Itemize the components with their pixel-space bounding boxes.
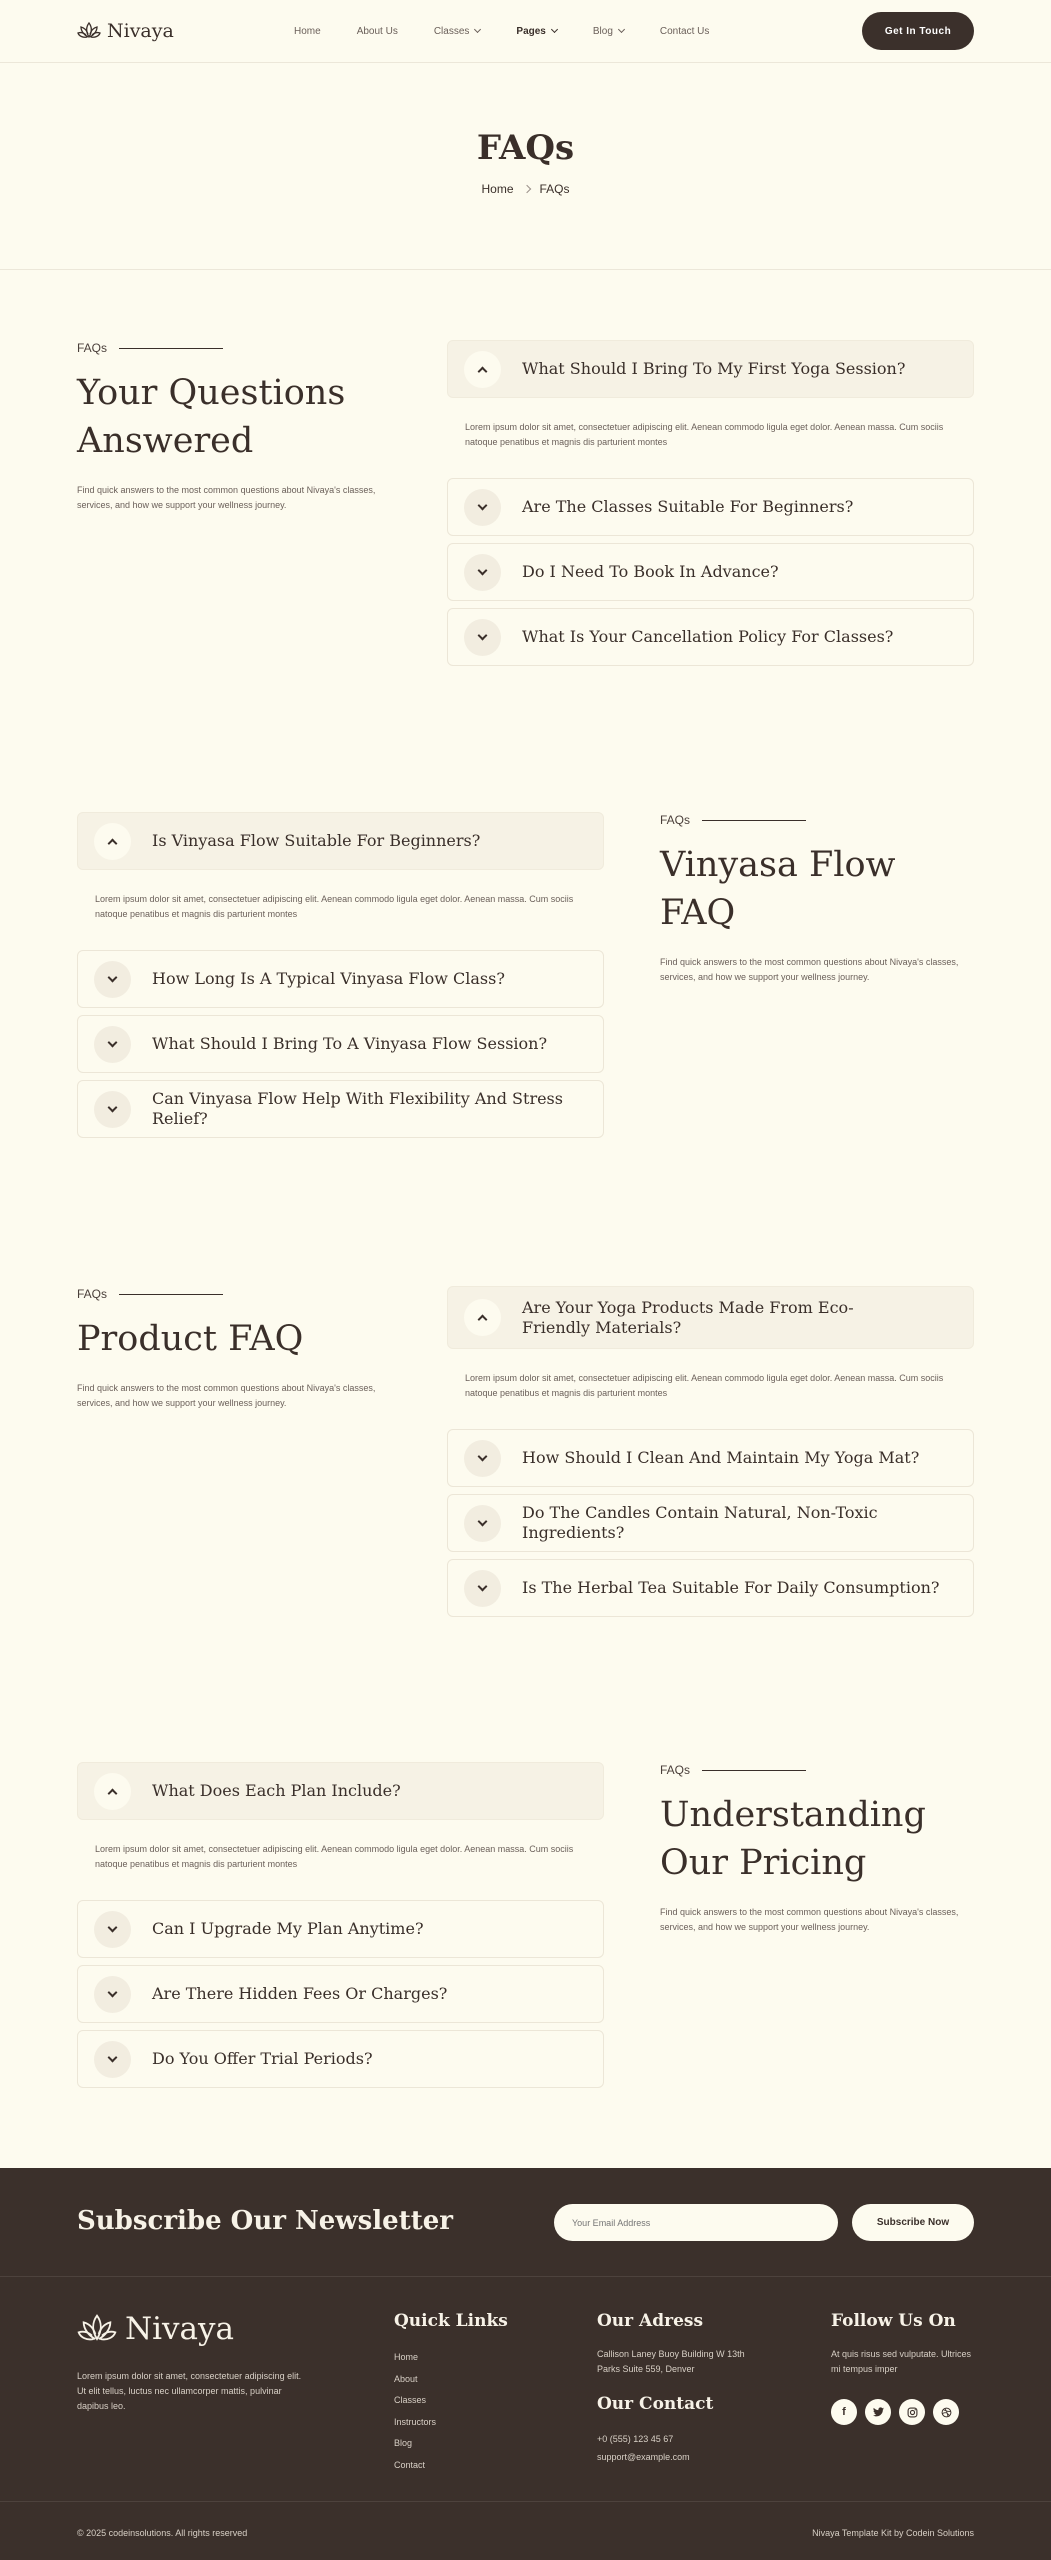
faq-question: How Should I Clean And Maintain My Yoga Mat? [522,1448,920,1467]
faq-accordion [77,1762,604,2095]
logo[interactable] [77,20,174,42]
nav-label: Blog [592,25,613,37]
chevron-down-icon [478,1581,488,1591]
chevron-down-icon [478,1451,488,1461]
toggle-button[interactable] [94,1976,131,2013]
section-intro [77,341,377,513]
newsletter-title: Subscribe Our Newsletter [77,2206,453,2236]
toggle-button[interactable] [464,1570,501,1607]
page-hero [0,63,1051,270]
site-header [0,0,1051,63]
footer-bottom-bar [0,2501,1051,2560]
chevron-down-icon [618,26,625,33]
twitter-icon[interactable] [865,2399,891,2425]
template-credit: Nivaya Template Kit by Codein Solutions [812,2528,974,2538]
nav-item-contact[interactable] [660,26,709,37]
logo-text: Nivaya [107,20,174,42]
faq-item[interactable] [77,1080,604,1138]
email-address[interactable]: support@example.com [597,2452,690,2462]
follow-title: Follow Us On [831,2311,956,2331]
faq-question: What Should I Bring To My First Yoga Session? [522,359,906,378]
faq-question: Can Vinyasa Flow Help With Flexibility And Stress Relief? [152,1089,563,1128]
chevron-down-icon [108,2052,118,2062]
chevron-down-icon [108,972,118,982]
faq-question: How Long Is A Typical Vinyasa Flow Class? [152,969,505,988]
social-links [831,2399,974,2425]
address-text: Callison Laney Buoy Building W 13th Parks Suite 559, Denver [597,2349,745,2374]
faq-answer: Lorem ipsum dolor sit amet, consectetuer adipiscing elit. Aenean commodo ligula eget dolor. Aenean massa. Cum sociis natoque penatibus et magnis dis parturient montes [465,422,944,447]
faq-question: Is The Herbal Tea Suitable For Daily Consumption? [522,1578,940,1597]
section-title: Your Questions Answered [77,373,346,461]
toggle-button[interactable] [464,1299,501,1336]
eyebrow-label: FAQs [77,1287,108,1301]
faq-question: Are The Classes Suitable For Beginners? [522,497,854,516]
nav-item-blog[interactable] [593,26,624,37]
section-title: Vinyasa Flow FAQ [660,845,896,933]
toggle-button[interactable] [94,823,131,860]
toggle-button[interactable] [94,961,131,998]
faq-question: Do You Offer Trial Periods? [152,2049,373,2068]
nav-item-pages[interactable] [516,26,556,37]
address-column [597,2311,747,2466]
faq-item[interactable] [447,1286,974,1349]
footer-link-contact[interactable]: Contact [394,2459,426,2470]
faq-item[interactable] [447,608,974,666]
lotus-icon [77,2312,117,2346]
toggle-button[interactable] [464,489,501,526]
nav-item-home[interactable] [294,26,321,37]
nav-label: Pages [516,25,546,37]
nav-item-classes[interactable] [434,26,481,37]
footer-link-home[interactable]: Home [394,2352,419,2362]
subscribe-button[interactable]: Subscribe Now [852,2204,974,2241]
chevron-down-icon [478,500,488,510]
eyebrow-label: FAQs [77,341,108,355]
section-intro [660,1763,960,1935]
faq-answer: Lorem ipsum dolor sit amet, consectetuer adipiscing elit. Aenean commodo ligula eget dolor. Aenean massa. Cum sociis natoque penatibus et magnis dis parturient montes [465,1373,944,1398]
footer-link-classes[interactable]: Classes [394,2395,427,2405]
follow-text: At quis risus sed vulputate. Ultrices mi tempus imper [831,2349,972,2374]
nav-label: Classes [433,25,470,37]
footer-link-blog[interactable]: Blog [394,2438,413,2448]
faq-question: What Is Your Cancellation Policy For Classes? [522,627,894,646]
section-intro [660,813,960,985]
newsletter-band [0,2168,1051,2277]
dribbble-icon[interactable] [933,2399,959,2425]
section-description: Find quick answers to the most common questions about Nivaya's classes, services, and how we support your wellness journey. [77,1383,376,1408]
nav-item-about[interactable] [357,26,398,37]
toggle-button[interactable] [94,1026,131,1063]
eyebrow-line [702,820,806,821]
lotus-icon [77,21,101,41]
faq-item[interactable] [447,478,974,536]
chevron-up-icon [478,1315,488,1325]
chevron-up-icon [478,366,488,376]
toggle-button[interactable] [94,1773,131,1810]
faq-question: Is Vinyasa Flow Suitable For Beginners? [152,831,481,850]
breadcrumb-home[interactable]: Home [481,182,514,196]
faq-accordion [447,340,974,673]
chevron-down-icon [108,1037,118,1047]
footer-logo[interactable] [77,2311,234,2347]
get-in-touch-button[interactable]: Get In Touch [862,12,974,50]
faq-question: Are There Hidden Fees Or Charges? [152,1984,448,2003]
eyebrow-line [119,348,223,349]
faq-item[interactable] [77,1900,604,1958]
contact-title: Our Contact [597,2394,714,2414]
chevron-up-icon [108,1788,118,1798]
toggle-button[interactable] [464,351,501,388]
toggle-button[interactable] [94,1911,131,1948]
page-title: FAQs [476,128,575,168]
faq-question: Can I Upgrade My Plan Anytime? [152,1919,424,1938]
faq-accordion [447,1286,974,1624]
toggle-button[interactable] [464,1505,501,1542]
chevron-right-icon [522,185,530,193]
eyebrow-line [702,1770,806,1771]
section-eyebrow [660,813,960,827]
faq-item[interactable] [447,1429,974,1487]
section-eyebrow [660,1763,960,1777]
faq-item[interactable] [77,1965,604,2023]
chevron-up-icon [108,838,118,848]
section-eyebrow [77,1287,377,1301]
facebook-icon[interactable]: f [831,2399,857,2425]
faq-item[interactable] [77,1762,604,1820]
faq-question: Are Your Yoga Products Made From Eco-Friendly Materials? [522,1297,854,1337]
footer-logo-text: Nivaya [125,2311,235,2347]
eyebrow-label: FAQs [660,1763,691,1777]
main-nav [294,26,745,37]
chevron-down-icon [474,26,481,33]
chevron-down-icon [478,1516,488,1526]
nav-label: About Us [356,25,398,37]
section-eyebrow [77,341,377,355]
section-description: Find quick answers to the most common questions about Nivaya's classes, services, and how we support your wellness journey. [660,1907,959,1932]
eyebrow-label: FAQs [660,813,691,827]
faq-item[interactable] [77,812,604,870]
section-description: Find quick answers to the most common questions about Nivaya's classes, services, and how we support your wellness journey. [77,485,376,510]
faq-answer: Lorem ipsum dolor sit amet, consectetuer adipiscing elit. Aenean commodo ligula eget dolor. Aenean massa. Cum sociis natoque penatibus et magnis dis parturient montes [95,894,574,919]
section-intro [77,1287,377,1411]
faq-question: What Should I Bring To A Vinyasa Flow Session? [152,1034,548,1053]
chevron-down-icon [478,630,488,640]
address-title: Our Adress [597,2311,704,2331]
chevron-down-icon [551,26,558,33]
toggle-button[interactable] [464,619,501,656]
faq-answer: Lorem ipsum dolor sit amet, consectetuer adipiscing elit. Aenean commodo ligula eget dolor. Aenean massa. Cum sociis natoque penatibus et magnis dis parturient montes [95,1844,574,1869]
faq-question: What Does Each Plan Include? [152,1781,401,1800]
faq-item[interactable] [77,2030,604,2088]
faq-item[interactable] [447,543,974,601]
site-footer [0,2277,1051,2560]
faq-item[interactable] [77,1015,604,1073]
chevron-down-icon [108,1987,118,1997]
quick-links [394,2311,508,2476]
faq-item[interactable] [447,340,974,398]
nav-label: Contact Us [659,25,710,37]
chevron-down-icon [108,1922,118,1932]
chevron-down-icon [108,1102,118,1112]
toggle-button[interactable] [94,1091,131,1128]
toggle-button[interactable] [464,1440,501,1477]
faq-item[interactable] [447,1494,974,1552]
faq-item[interactable] [447,1559,974,1617]
email-input[interactable] [554,2204,838,2241]
toggle-button[interactable] [464,554,501,591]
faq-accordion [77,812,604,1145]
phone-number[interactable]: +0 (555) 123 45 67 [597,2434,674,2444]
footer-link-about[interactable]: About [394,2373,418,2384]
footer-description: Lorem ipsum dolor sit amet, consectetuer adipiscing elit. Ut elit tellus, luctus nec ullamcorper mattis, pulvinar dapibus leo. [77,2371,302,2411]
copyright: © 2025 codeinsolutions. All rights reserved [77,2528,248,2538]
toggle-button[interactable] [94,2041,131,2078]
chevron-down-icon [478,565,488,575]
faq-item[interactable] [77,950,604,1008]
section-title: Understanding Our Pricing [660,1795,926,1883]
faq-question: Do The Candles Contain Natural, Non-Toxic Ingredients? [522,1503,878,1542]
eyebrow-line [119,1294,223,1295]
footer-link-instructors[interactable]: Instructors [394,2416,437,2427]
section-description: Find quick answers to the most common questions about Nivaya's classes, services, and how we support your wellness journey. [660,957,959,982]
nav-label: Home [294,25,321,37]
breadcrumb-current: FAQs [539,182,570,196]
breadcrumb [481,182,569,196]
quick-links-title: Quick Links [394,2311,508,2331]
follow-column [831,2311,974,2425]
faq-question: Do I Need To Book In Advance? [522,562,779,581]
instagram-icon[interactable] [899,2399,925,2425]
section-title: Product FAQ [77,1319,304,1359]
